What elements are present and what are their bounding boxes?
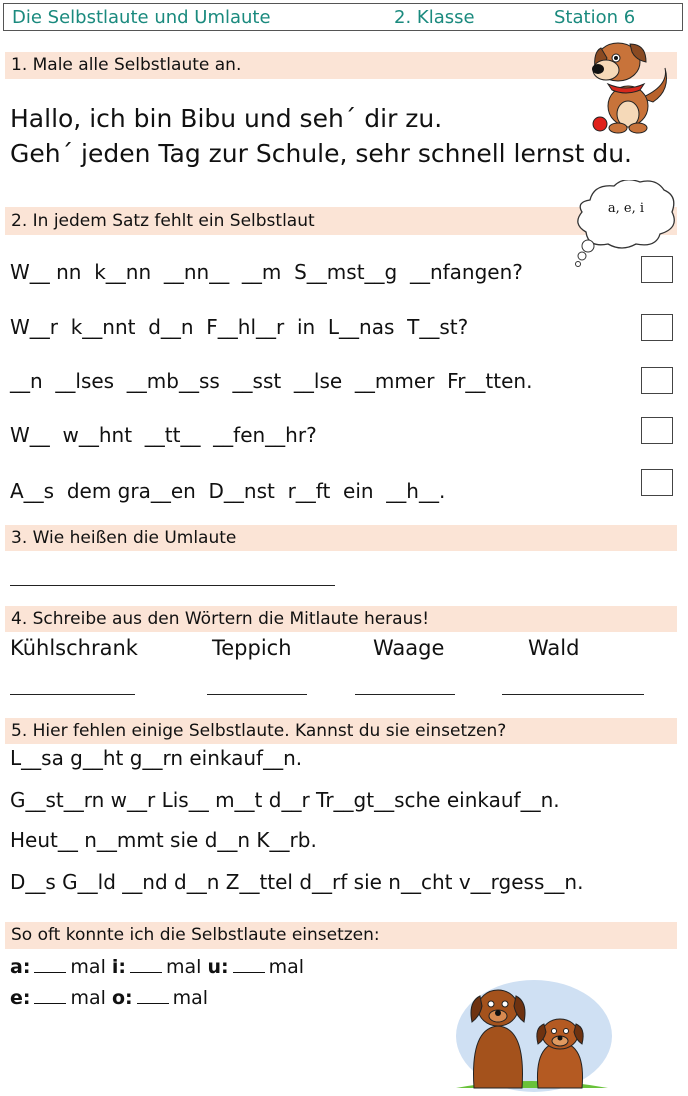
answer-box-1[interactable]	[641, 256, 673, 283]
vowel-a-label: a:	[10, 956, 31, 978]
answer-box-2[interactable]	[641, 314, 673, 341]
thought-bubble-text: a, e, i	[607, 201, 645, 216]
mal-label: mal	[70, 987, 106, 1009]
task2-sentence-1[interactable]: W__ nn k__nn __nn__ __m S__mst__g __nfangen?	[10, 260, 523, 284]
word-teppich: Teppich	[212, 636, 292, 660]
task1-line-2[interactable]: Geh´ jeden Tag zur Schule, sehr schnell lernst du.	[10, 139, 632, 168]
worksheet-header	[3, 3, 683, 31]
worksheet-title: Die Selbstlaute und Umlaute	[12, 7, 271, 28]
blank-o[interactable]	[137, 1001, 169, 1004]
summary-row-1	[10, 956, 304, 978]
task5-heading: 5. Hier fehlen einige Selbstlaute. Kannst du sie einsetzen?	[5, 718, 677, 744]
task2-sentence-4[interactable]: W__ w__hnt __tt__ __fen__hr?	[10, 423, 317, 447]
answer-line-3[interactable]	[355, 694, 455, 695]
blank-i[interactable]	[130, 970, 162, 973]
task3-heading: 3. Wie heißen die Umlaute	[5, 525, 677, 551]
task5-sentence-4[interactable]: D__s G__ld __nd d__n Z__ttel d__rf sie n__cht v__rgess__n.	[10, 870, 584, 894]
answer-box-5[interactable]	[641, 469, 673, 496]
mal-label: mal	[172, 987, 209, 1009]
station-label: Station 6	[554, 7, 636, 28]
vowel-i-label: i:	[111, 956, 127, 978]
task2-sentence-5[interactable]: A__s dem gra__en D__nst r__ft ein __h__.	[10, 479, 446, 503]
task3-answer-line[interactable]	[10, 585, 335, 586]
word-kuehlschrank: Kühlschrank	[10, 636, 138, 660]
blank-a[interactable]	[34, 970, 66, 973]
task4-heading: 4. Schreibe aus den Wörtern die Mitlaute heraus!	[5, 606, 677, 632]
mal-label: mal	[268, 956, 305, 978]
grade-label: 2. Klasse	[394, 7, 475, 28]
task2-heading: 2. In jedem Satz fehlt ein Selbstlaut	[5, 207, 677, 235]
dog-illustration	[586, 36, 674, 136]
vowel-o-label: o:	[111, 987, 133, 1009]
answer-line-1[interactable]	[10, 694, 135, 695]
word-wald: Wald	[528, 636, 580, 660]
word-waage: Waage	[373, 636, 445, 660]
task1-line-1[interactable]: Hallo, ich bin Bibu und seh´ dir zu.	[10, 104, 443, 133]
mal-label: mal	[166, 956, 202, 978]
answer-box-3[interactable]	[641, 367, 673, 394]
summary-heading: So oft konnte ich die Selbstlaute einsetzen:	[5, 922, 677, 949]
task1-heading: 1. Male alle Selbstlaute an.	[5, 52, 677, 79]
task5-sentence-3[interactable]: Heut__ n__mmt sie d__n K__rb.	[10, 828, 317, 852]
task5-sentence-1[interactable]: L__sa g__ht g__rn einkauf__n.	[10, 746, 303, 770]
answer-line-2[interactable]	[207, 694, 307, 695]
vowel-e-label: e:	[10, 987, 31, 1009]
blank-e[interactable]	[34, 1001, 66, 1004]
task5-sentence-2[interactable]: G__st__rn w__r Lis__ m__t d__r Tr__gt__sche einkauf__n.	[10, 788, 560, 812]
answer-line-4[interactable]	[502, 694, 644, 695]
task2-sentence-2[interactable]: W__r k__nnt d__n F__hl__r in L__nas T__st?	[10, 315, 469, 339]
vowel-u-label: u:	[207, 956, 229, 978]
task2-sentence-3[interactable]: __n __lses __mb__ss __sst __lse __mmer Fr__tten.	[10, 369, 533, 393]
mal-label: mal	[70, 956, 106, 978]
two-dogs-illustration	[452, 976, 612, 1092]
blank-u[interactable]	[233, 970, 265, 973]
answer-box-4[interactable]	[641, 417, 673, 444]
summary-row-2	[10, 987, 208, 1009]
